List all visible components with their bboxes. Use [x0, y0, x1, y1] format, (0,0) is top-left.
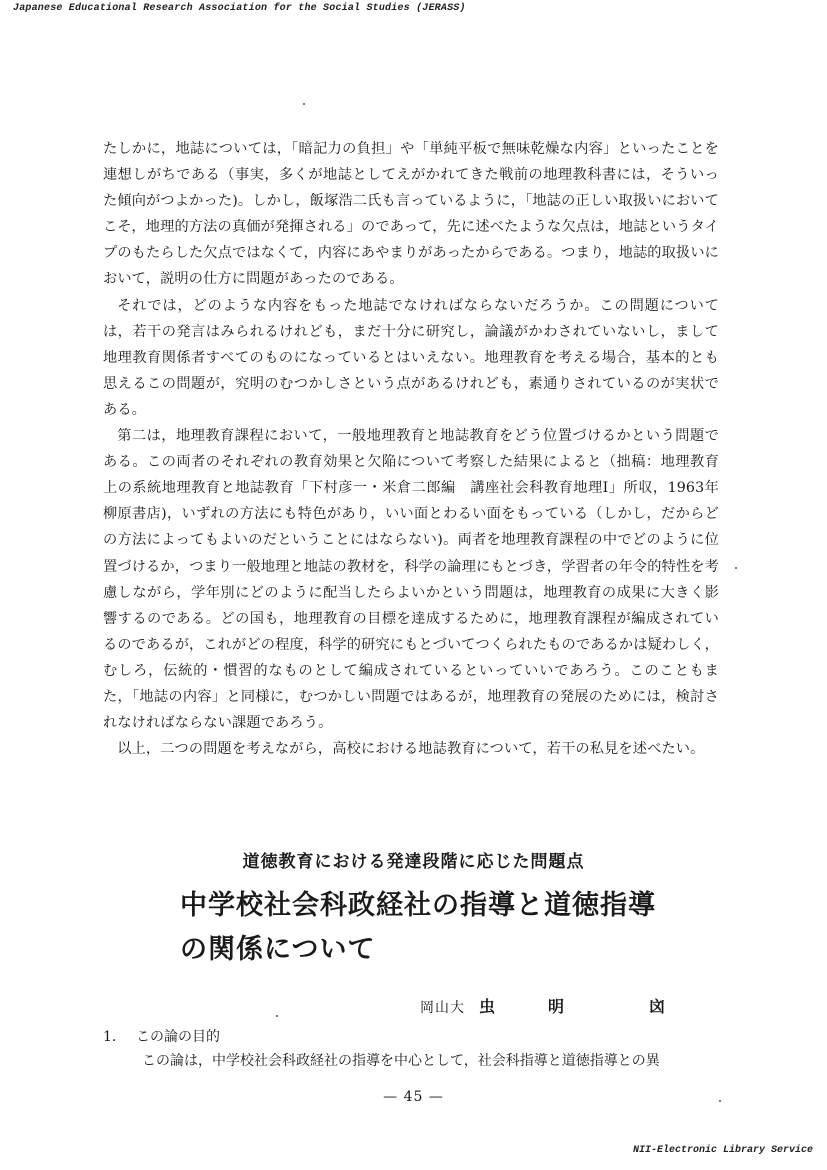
article-title-line-2: の関係について: [180, 934, 376, 965]
scan-speck: [303, 103, 305, 105]
section-number: 1.: [103, 1029, 117, 1045]
paragraph-4: 以上，二つの問題を考えながら，高校における地誌教育について，若干の私見を述べたい。: [117, 741, 705, 758]
section-heading: [103, 1026, 220, 1048]
source-header: Japanese Educational Research Association for the Social Studies (JERASS): [13, 3, 466, 14]
article-title-line-1: 中学校社会科政経社の指導と道徳指導: [180, 890, 656, 921]
scan-speck: [735, 567, 737, 569]
page-number: — 45 —: [383, 1089, 444, 1105]
section-title: この論の目的: [136, 1029, 220, 1045]
paragraph-2: それでは，どのような内容をもった地誌でなければならないだろうか。この問題については，若干の発言はみられるけれども，まだ十分に研究し，論議がかわされていないし，まして地理教育関係者すべてのものになっているとはいえない。地理教育を考える場合，基本的とも思えるこの問題が，究明のむつかしさという点があるけれども，素通りされているのが実状である。: [103, 297, 719, 418]
article-title: [180, 884, 656, 972]
paragraph-1: たしかに，地誌については，「暗記力の負担」や「単純平板で無味乾燥な内容」といったことを連想しがちである（事実，多くが地誌としてえがかれてきた戦前の地理教科書には，そういった傾向がつよかった)。しかし，飯塚浩二氏も言っているように，「地誌の正しい取扱いにおいてこそ，地理的方法の真価が発揮される」のであって，先に述べたような欠点は，地誌というタイプのもたらした欠点ではなくて，内容にあやまりがあったからである。つまり，地誌的取扱いにおいて，説明の仕方に問題があったのである。: [103, 141, 719, 288]
section-first-line: この論は，中学校社会科政経社の指導を中心として，社会科指導と道徳指導との異: [142, 1053, 660, 1069]
author-name-char-1: 虫: [479, 997, 497, 1016]
paragraph-3: 第二は，地理教育課程において，一般地理教育と地誌教育をどう位置づけるかという問題である。この両者のそれぞれの教育効果と欠陥について考察した結果によると（拙稿：地理教育上の系統地理教育と地誌教育「下村彦一・米倉二郎編 講座社会科教育地理Ⅰ」所収，1963年 柳原書店)，いずれの方法にも特色があり，いい面とわるい面をもっている（しかし，だからどの方法によってもよいのだということにはならない)。両者を地理教育課程の中でどのように位置づけるか，つまり一般地理と地誌の教材を，科学の論理にもとづき，学習者の年令的特性を考慮しながら，学年別にどのように配当したらよいかという問題は，地理教育の成果に大きく影響するのである。どの国も，地理教育の目標を達成するために，地理教育課程が編成されているのであるが，これがどの程度，科学的研究にもとづいてつくられたものであるかは疑わしく，むしろ，伝統的・慣習的なものとして編成されているといっていいであろう。このこともまた，「地誌の内容」と同様に，むつかしい問題ではあるが，地理教育の発展のためには，検討されなければならない課題であろう。: [103, 428, 719, 732]
footer-service: NII-Electronic Library Service: [632, 1145, 813, 1156]
scan-speck: [276, 1015, 278, 1017]
author-name-char-2: 明: [548, 997, 566, 1016]
scan-speck: [719, 1100, 721, 1102]
body-text: [103, 136, 719, 762]
author-line: [420, 994, 666, 1017]
author-university: 岡山大: [420, 1000, 465, 1016]
article-subtitle: 道徳教育における発達段階に応じた問題点: [242, 852, 585, 872]
author-name-char-3: 㓙: [649, 997, 667, 1016]
